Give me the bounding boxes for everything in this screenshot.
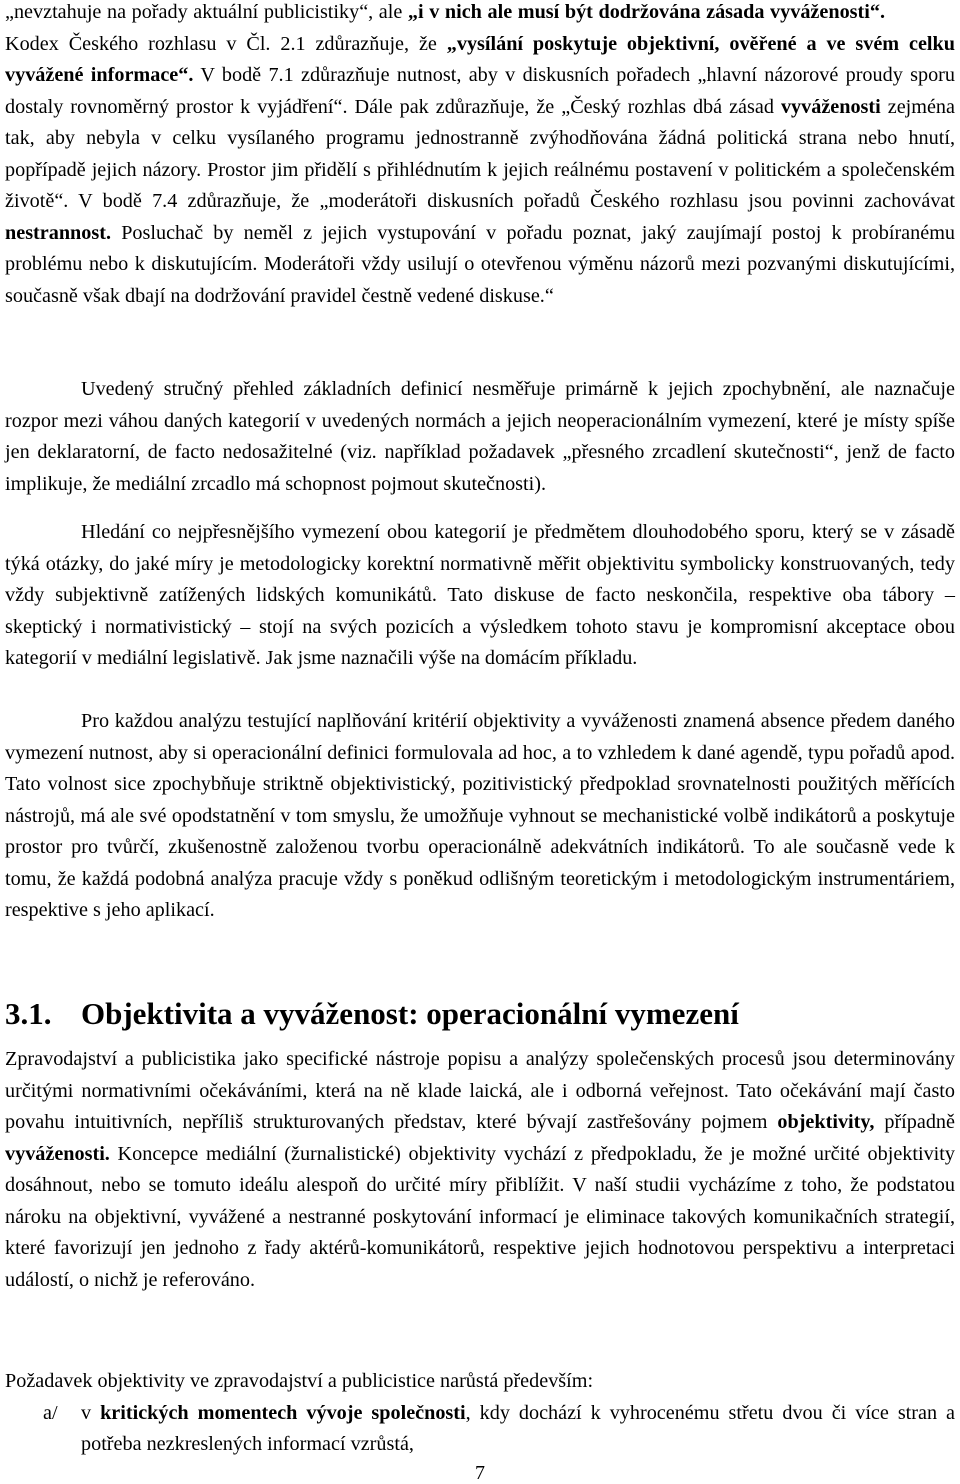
section-number: 3.1. <box>5 996 52 1031</box>
text-run: Kodex Českého rozhlasu v Čl. 2.1 zdůrazňuje, že <box>5 32 447 55</box>
text-run: „nevztahuje na pořady aktuální publicistiky“, ale <box>5 1 408 23</box>
bold-quote: „i v nich ale musí být dodržována zásada vyváženosti“. <box>407 1 885 23</box>
paragraph-demand: Požadavek objektivity ve zpravodajství a publicistice narůstá především: <box>5 1370 594 1392</box>
text-run: v <box>81 1401 101 1424</box>
text-run: V bodě 7.1 zdůrazňuje nutnost, aby v diskusních pořadech „hlavní názorové proudy sporu dostaly rovnoměrný prostor k vyjádření“. Dále pak zdůrazňuje, že „Český rozhlas dbá zásad <box>5 64 955 118</box>
section-heading <box>5 994 739 1034</box>
list-item <box>5 1398 955 1461</box>
paragraph-codex <box>5 0 955 312</box>
bold-quote: „vysílání poskytuje objektivní, ověřené a ve svém celku vyvážené informace“. <box>5 32 955 86</box>
list-item-text <box>81 1398 955 1461</box>
bold-term: nestrannost. <box>5 221 111 244</box>
section-title: Objektivita a vyváženost: operacionální vymezení <box>81 996 739 1031</box>
text-run: Posluchač by neměl z jejich vystupování v pořadu poznat, jaký zaujímají postoj k probíranému problému nebo k diskutujícím. Moderátoři vždy usilují o otevřenou výměnu názorů mezi pozvanými diskutujícími, současně však dbají na dodržování pravidel čestně vedené diskuse.“ <box>5 221 955 307</box>
text-run: případně <box>874 1111 955 1133</box>
text-run: Koncepce mediální (žurnalistické) objektivity vychází z předpokladu, že je možné určité objektivity dosáhnout, nebo se tomuto ideálu alespoň do určité míry přiblížit. V naší studii vycházíme z toho, že podstatou nároku na objektivní, vyvážené a nestranné poskytování informací je eliminace takových komunikačních strategií, které favorizují jen jednoho z řady aktérů-komunikátorů, respektive jejich hodnotovou perspektivu a interpretaci událostí, o nichž je referováno. <box>5 1142 955 1291</box>
paragraph-overview: Uvedený stručný přehled základních definicí nesměřuje primárně k jejich zpochybnění, ale naznačuje rozpor mezi váhou daných kategorií v uvedených normách a jejich neoperacionálním vymezení, které je místy spíše jen deklaratorní, de facto nedosažitelné (viz. například požadavek „přesného zrcadlení skutečnosti“, jenž de facto implikuje, že mediální zrcadlo má schopnost pojmout skutečnosti). <box>5 378 955 495</box>
paragraph-expectations <box>5 1044 955 1296</box>
text-run: , kdy dochází k vyhrocenému střetu dvou či více stran a potřeba nezkreslených informací vzrůstá, <box>81 1401 955 1455</box>
section-body <box>5 1044 955 1296</box>
list-marker: a/ <box>43 1401 58 1424</box>
text-run: Zpravodajství a publicistika jako specifické nástroje popisu a analýzy společenských procesů jsou determinovány určitými normativními očekáváními, která na ně klade laická, ale i odborná veřejnost. Tato očekávání mají často povahu intuitivních, nepříliš strukturovaných představ, které bývají zastřešovány pojmem <box>5 1048 955 1133</box>
text-run: zejména tak, aby nebyla v celku vysílaného programu jednostranně zvýhodňována žádná politická strana nebo hnutí, popřípadě jejich názory. Prostor jim přidělí s přihlédnutím k jejich reálnému postavení v politickém a společenském životě“. V bodě 7.4 zdůrazňuje, že „moderátoři diskusních pořadů Českého rozhlasu jsou povinni zachovávat <box>5 95 955 212</box>
bold-term: kritických momentech vývoje společnosti <box>100 1401 466 1424</box>
page-number: 7 <box>475 1462 485 1484</box>
bold-term: vyváženosti <box>780 95 881 118</box>
bold-term: vyváženosti. <box>5 1142 110 1165</box>
paragraph-analysis: Pro každou analýzu testující naplňování kritérií objektivity a vyváženosti znamená absence předem daného vymezení nutnost, aby si operacionální definici formulovala ad hoc, a to vzhledem k dané agendě, typu pořadů apod. Tato volnost sice zpochybňuje striktně objektivistický, pozitivistický předpoklad srovnatelnosti použitých měřících nástrojů, má ale své opodstatnění v tom smyslu, že umožňuje vyhnout se mechanistické volbě indikátorů a poskytuje prostor pro tvůrčí, zkušenostně založenou tvorbu operacionálně adekvátních indikátorů. To ale současně vede k tomu, že každá podobná analýza pracuje vždy s poněkud odlišným teoretickým i metodologickým instrumentáriem, respektive s jeho aplikací. <box>5 710 955 921</box>
section-list <box>5 1366 955 1461</box>
bold-term: objektivity, <box>777 1111 875 1133</box>
paragraph-debate: Hledání co nejpřesnějšího vymezení obou kategorií je předmětem dlouhodobého sporu, který se v zásadě týká otázky, do jaké míry je metodologicky korektní normativně měřit objektivitu symbolicky konstruovaných, tedy vždy subjektivně zatížených lidských komunikátů. Tato diskuse de facto neskončila, respektive oba tábory – skeptický i normativistický – stojí na svých pozicích a výsledkem tohoto stavu je kompromisní akceptace obou kategorií v mediální legislativě. Jak jsme naznačili výše na domácím příkladu. <box>5 521 955 669</box>
